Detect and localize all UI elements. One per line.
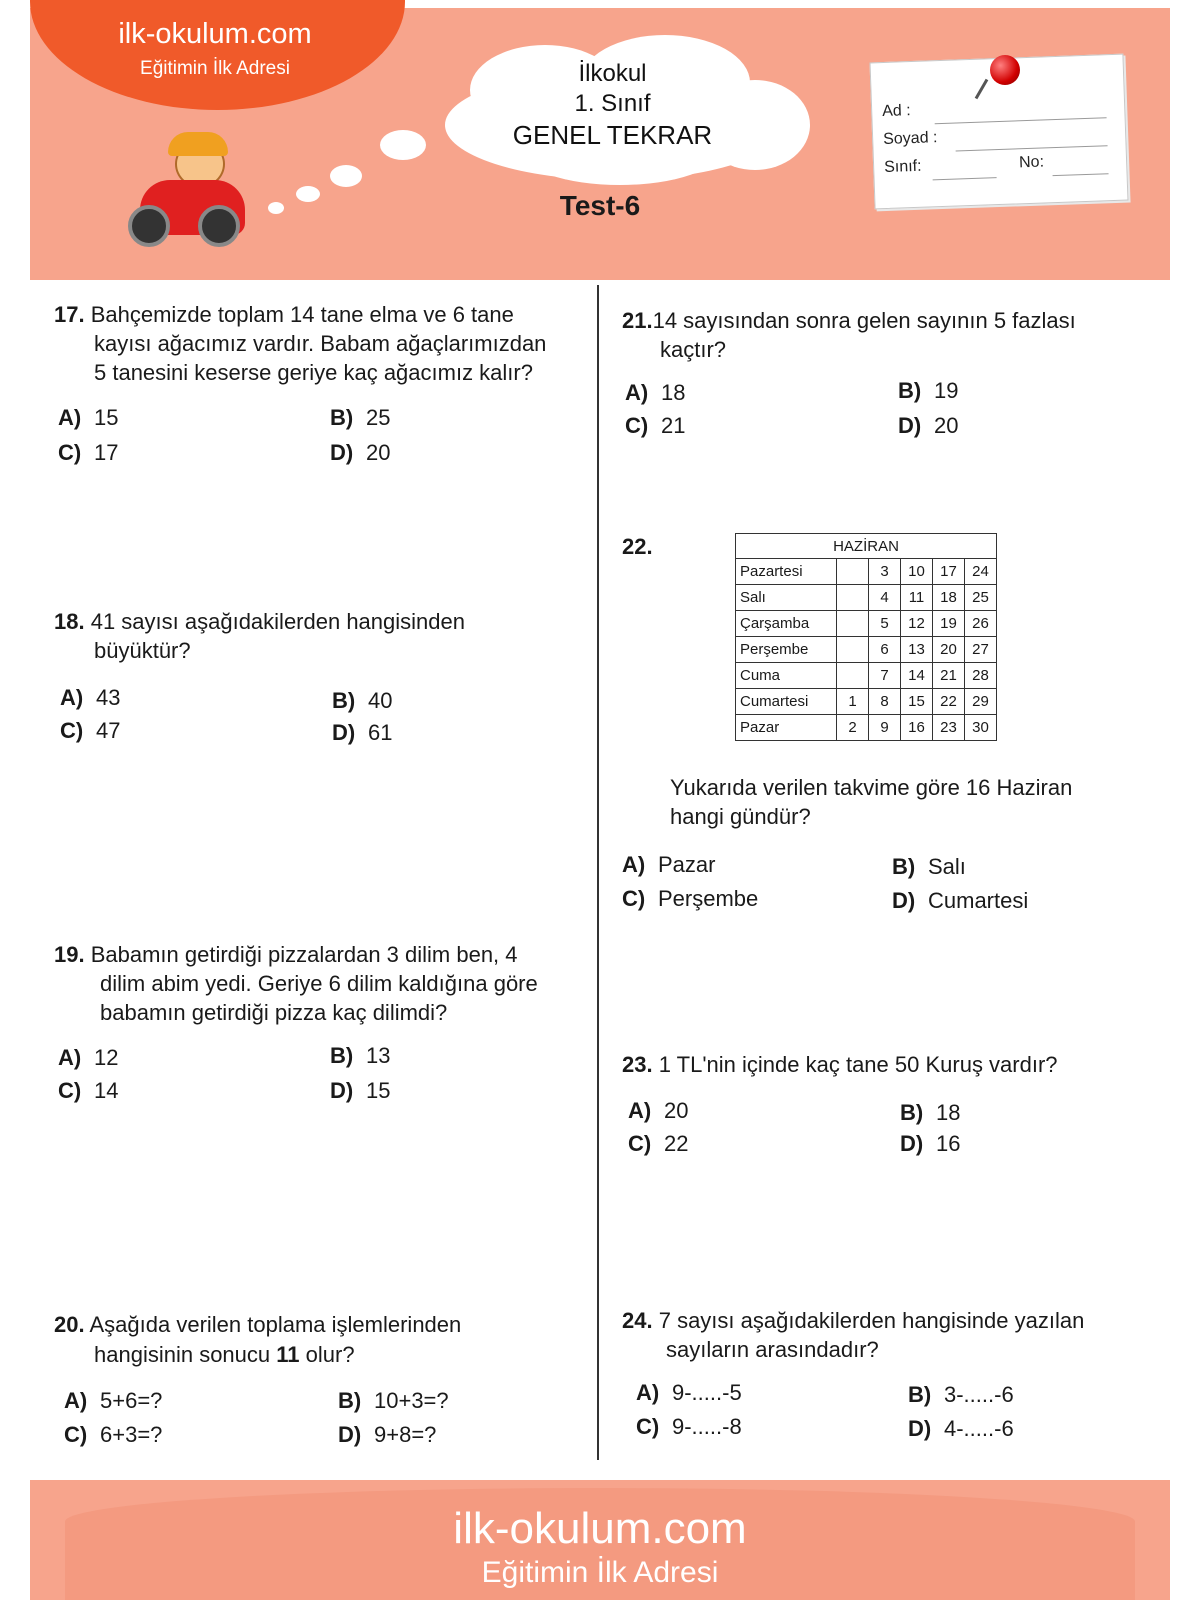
calendar-date-cell: 22 (933, 689, 965, 715)
column-divider (597, 285, 599, 1460)
calendar-date-cell: 6 (869, 637, 901, 663)
calendar-date-cell: 19 (933, 611, 965, 637)
option-a[interactable]: A) 9-.....-5 (636, 1380, 742, 1405)
calendar-date-cell: 8 (869, 689, 901, 715)
calendar-date-cell: 26 (965, 611, 997, 637)
test-title: Test-6 (559, 190, 641, 221)
calendar-date-cell: 20 (933, 637, 965, 663)
surname-label: Soyad : (882, 129, 938, 149)
calendar-date-cell: 27 (965, 637, 997, 663)
option-d[interactable]: D) 15 (330, 1078, 391, 1103)
calendar-date-cell: 23 (933, 715, 965, 741)
calendar-title: HAZİRAN (736, 534, 997, 559)
calendar-date-cell: 30 (965, 715, 997, 741)
question-text: 14 sayısından sonra gelen sayının 5 fazlası (652, 308, 1076, 333)
worksheet-title: GENEL TEKRAR (512, 120, 713, 150)
calendar-row (736, 585, 997, 611)
name-label: Ad : (881, 102, 911, 121)
logo-tagline: Eğitimin İlk Adresi (140, 58, 290, 79)
calendar-day-name: Cumartesi (736, 689, 837, 715)
option-b[interactable]: B) 13 (330, 1043, 391, 1068)
calendar-date-cell: 2 (837, 715, 869, 741)
question-number: 21. (622, 308, 653, 333)
option-d[interactable]: D) 16 (900, 1131, 961, 1156)
question-number: 24. (622, 1308, 653, 1333)
question-number: 20. (54, 1312, 85, 1337)
option-c[interactable]: C) 17 (58, 440, 119, 465)
option-b[interactable]: B) 18 (900, 1100, 961, 1125)
calendar-date-cell: 13 (901, 637, 933, 663)
calendar-date-cell (837, 559, 869, 585)
calendar-day-name: Pazartesi (736, 559, 837, 585)
calendar-row (736, 715, 997, 741)
question-18 (54, 607, 465, 636)
calendar-row (736, 637, 997, 663)
question-number: 23. (622, 1052, 653, 1077)
question-text: hangisinin sonucu 11 olur? (94, 1342, 355, 1367)
calendar-date-cell: 16 (901, 715, 933, 741)
question-text: hangi gündür? (670, 804, 811, 829)
calendar-date-cell: 3 (869, 559, 901, 585)
question-text: dilim abim yedi. Geriye 6 dilim kaldığına göre (100, 971, 538, 996)
calendar-date-cell: 12 (901, 611, 933, 637)
question-19 (54, 940, 518, 969)
school-level: İlkokul (578, 60, 647, 87)
question-21 (622, 306, 1076, 335)
question-text: büyüktür? (94, 638, 191, 663)
calendar-date-cell: 17 (933, 559, 965, 585)
footer-tagline: Eğitimin İlk Adresi (481, 1556, 719, 1589)
calendar-row (736, 611, 997, 637)
option-a[interactable]: A) 18 (625, 380, 686, 405)
calendar-date-cell: 1 (837, 689, 869, 715)
question-23 (622, 1050, 1058, 1079)
thought-dot (296, 186, 320, 202)
option-b[interactable]: B) 10+3=? (338, 1388, 449, 1413)
option-c[interactable]: C) 47 (60, 718, 121, 743)
option-a[interactable]: A) Pazar (622, 852, 716, 877)
footer-site-link[interactable]: ilk-okulum.com (453, 1504, 747, 1553)
option-a[interactable]: A) 5+6=? (64, 1388, 163, 1413)
option-c[interactable]: C) 21 (625, 413, 686, 438)
question-text: sayıların arasındadır? (666, 1337, 879, 1362)
option-c[interactable]: C) 14 (58, 1078, 119, 1103)
calendar-date-cell (837, 611, 869, 637)
calendar-date-cell: 28 (965, 663, 997, 689)
question-22-number: 22. (622, 534, 653, 559)
calendar-table (735, 533, 997, 741)
option-a[interactable]: A) 15 (58, 405, 119, 430)
pushpin-icon (990, 55, 1020, 85)
question-24 (622, 1306, 1084, 1335)
question-text: 41 sayısı aşağıdakilerden hangisinden (90, 609, 465, 634)
calendar-day-name: Çarşamba (736, 611, 837, 637)
option-b[interactable]: B) Salı (892, 854, 966, 879)
question-text: Babamın getirdiği pizzalardan 3 dilim ben, 4 (90, 942, 518, 967)
option-a[interactable]: A) 43 (60, 685, 121, 710)
option-c[interactable]: C) 9-.....-8 (636, 1414, 742, 1439)
class-label: Sınıf: (883, 157, 922, 177)
question-text: 5 tanesini keserse geriye kaç ağacımız kalır? (94, 360, 533, 385)
calendar-row (736, 689, 997, 715)
option-c[interactable]: C) 6+3=? (64, 1422, 163, 1447)
calendar-date-cell (837, 663, 869, 689)
option-b[interactable]: B) 19 (898, 378, 959, 403)
option-c[interactable]: C) 22 (628, 1131, 689, 1156)
thought-dot (380, 130, 426, 160)
question-number: 18. (54, 609, 85, 634)
calendar-date-cell: 7 (869, 663, 901, 689)
calendar-day-name: Cuma (736, 663, 837, 689)
name-field[interactable] (935, 117, 1107, 124)
calendar-row (736, 663, 997, 689)
question-text: kaçtır? (660, 337, 727, 362)
question-number: 17. (54, 302, 85, 327)
question-text: 1 TL'nin içinde kaç tane 50 Kuruş vardır? (658, 1052, 1058, 1077)
option-a[interactable]: A) 20 (628, 1098, 689, 1123)
question-text: kayısı ağacımız vardır. Babam ağaçlarımızdan (94, 331, 547, 356)
calendar-date-cell: 15 (901, 689, 933, 715)
question-text: Bahçemizde toplam 14 tane elma ve 6 tane (90, 302, 514, 327)
number-field[interactable] (1053, 173, 1109, 176)
class-field[interactable] (933, 177, 997, 180)
question-20 (54, 1310, 461, 1339)
calendar-date-cell: 9 (869, 715, 901, 741)
calendar-date-cell: 24 (965, 559, 997, 585)
calendar-date-cell: 10 (901, 559, 933, 585)
option-d[interactable]: D) 61 (332, 720, 393, 745)
grade-label: 1. Sınıf (574, 90, 651, 117)
option-d[interactable]: D) 20 (330, 440, 391, 465)
calendar-date-cell (837, 637, 869, 663)
calendar-day-name: Salı (736, 585, 837, 611)
calendar-date-cell: 29 (965, 689, 997, 715)
question-text: babamın getirdiği pizza kaç dilimdi? (100, 1000, 448, 1025)
option-c[interactable]: C) Perşembe (622, 886, 759, 911)
option-b[interactable]: B) 25 (330, 405, 391, 430)
option-d[interactable]: D) 20 (898, 413, 959, 438)
calendar-date-cell: 25 (965, 585, 997, 611)
calendar-date-cell: 18 (933, 585, 965, 611)
calendar-day-name: Perşembe (736, 637, 837, 663)
calendar-day-name: Pazar (736, 715, 837, 741)
surname-field[interactable] (956, 145, 1108, 151)
calendar-date-cell: 4 (869, 585, 901, 611)
question-17 (54, 300, 514, 329)
logo-text[interactable]: ilk-okulum.com (118, 18, 312, 50)
thought-dot (330, 165, 362, 187)
question-number: 19. (54, 942, 85, 967)
option-b[interactable]: B) 40 (332, 688, 393, 713)
calendar-date-cell: 11 (901, 585, 933, 611)
question-text: Aşağıda verilen toplama işlemlerinden (89, 1312, 462, 1337)
question-text: Yukarıda verilen takvime göre 16 Haziran (670, 775, 1073, 800)
option-d[interactable]: D) Cumartesi (892, 888, 1029, 913)
number-label: No: (1018, 153, 1045, 172)
calendar-date-cell: 14 (901, 663, 933, 689)
option-a[interactable]: A) 12 (58, 1045, 119, 1070)
thought-dot (268, 202, 284, 214)
calendar-row (736, 559, 997, 585)
option-b[interactable]: B) 3-.....-6 (908, 1382, 1014, 1407)
option-d[interactable]: D) 9+8=? (338, 1422, 437, 1447)
calendar-date-cell: 21 (933, 663, 965, 689)
option-d[interactable]: D) 4-.....-6 (908, 1416, 1014, 1441)
calendar-date-cell (837, 585, 869, 611)
question-text: 7 sayısı aşağıdakilerden hangisinde yazılan (658, 1308, 1085, 1333)
calendar-date-cell: 5 (869, 611, 901, 637)
